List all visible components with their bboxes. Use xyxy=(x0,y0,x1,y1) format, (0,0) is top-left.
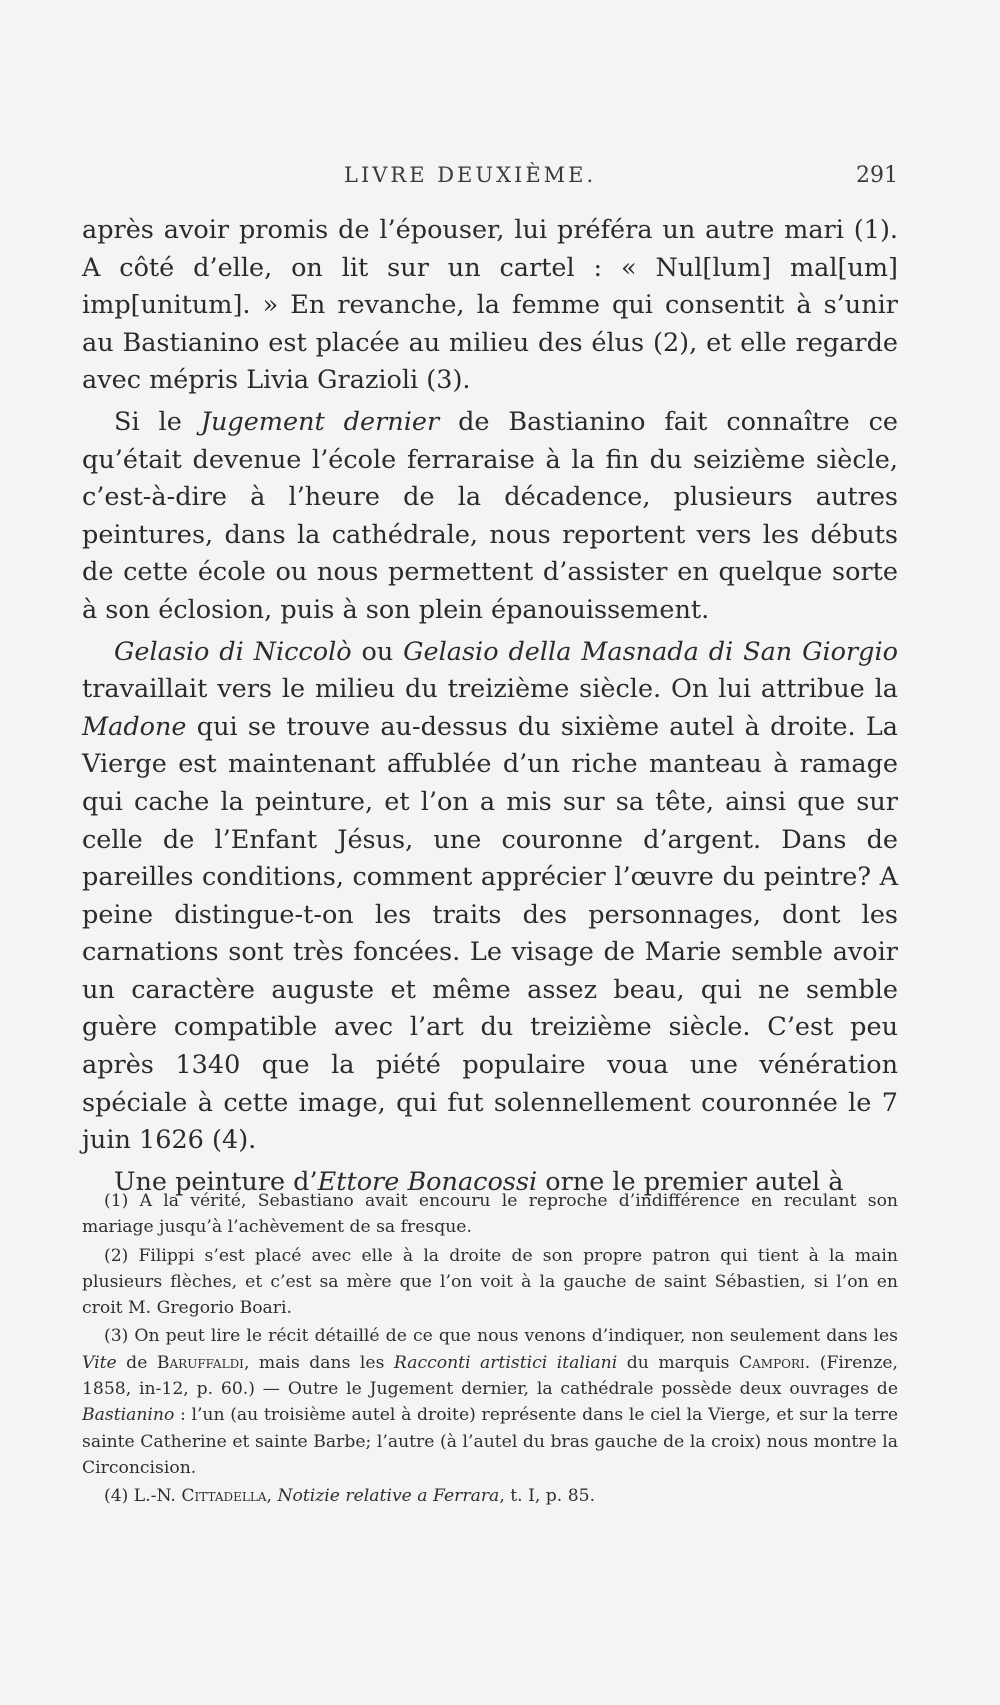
paragraph-3-text-b: qui se trouve au-dessus du sixième autel à droite. La Vierge est maintenant affublée d’un riche manteau à ramage qui cache la peinture, et l’on a mis sur sa tête, ainsi que sur celle de l’Enfant Jésus, une couronne d’argent. Dans de pareilles conditions, comment apprécier l’œuvre du peintre? A peine distingue-t-on les traits des personnages, dont les carnations sont très foncées. Le visage de Marie semble avoir un caractère auguste et même assez beau, qui ne semble guère compatible avec l’art du treizième siècle. C’est peu après 1340 que la piété populaire voua une vénération spéciale à cette image, qui fut solennellement couronnée le 7 juin 1626 (4). xyxy=(82,711,898,1156)
page-number: 291 xyxy=(856,163,898,188)
artwork-title: Jugement dernier xyxy=(200,406,440,437)
footnote-1: (1) A la vérité, Sebastiano avait encouru le reproche d’indifférence en reculant son mariage jusqu’à l’achèvement de sa fresque. xyxy=(82,1191,898,1238)
footnote-3-text-b: de xyxy=(116,1352,157,1373)
author-name: Campori xyxy=(738,1352,805,1373)
footnote-4-text-c: , t. I, p. 85. xyxy=(499,1486,596,1507)
paragraph-4-lead: Une peinture d’ xyxy=(114,1166,318,1197)
artwork-title: Madone xyxy=(82,711,187,742)
author-name: Cittadella xyxy=(181,1486,267,1507)
paragraph-3-connector: ou xyxy=(351,636,404,667)
author-name: Baruffaldi xyxy=(156,1352,244,1373)
paragraph-continued xyxy=(82,212,898,400)
book-title: Vite xyxy=(82,1352,117,1373)
book-title: Notizie relative a Ferrara xyxy=(277,1486,500,1507)
footnote-4-text-a: (4) L.-N. xyxy=(104,1486,182,1507)
footnote-4 xyxy=(82,1483,898,1509)
footnote-3-text-f: : l’un (au troisième autel à droite) représente dans le ciel la Vierge, et sur la terre sainte Catherine et sainte Barbe; l’autre (à l’autel du bras gauche de la croix) nous montre la Circoncision. xyxy=(82,1405,898,1478)
running-title: LIVRE DEUXIÈME. xyxy=(344,163,597,187)
book-title: Racconti artistici italiani xyxy=(393,1352,618,1373)
paragraph-1-text: après avoir promis de l’épouser, lui préféra un autre mari (1). A côté d’elle, on lit sur un cartel : « Nul[lum] mal[um] imp[unitum]. » En revanche, la femme qui consentit à s’unir au Bastianino est placée au milieu des élus (2), et elle regarde avec mépris Livia Grazioli (3). xyxy=(82,215,898,396)
footnote-2: (2) Filippi s’est placé avec elle à la droite de son propre patron qui tient à la main plusieurs flèches, et c’est sa mère que l’on voit à la gauche de saint Sébastien, si l’on en croit M. Gregorio Boari. xyxy=(82,1245,898,1319)
paragraph-2-text: de Bastianino fait connaître ce qu’était devenue l’école ferraraise à la fin du seizième siècle, c’est-à-dire à l’heure de la décadence, plusieurs autres peintures, dans la cathédrale, nous reportent vers les débuts de cette école ou nous permettent d’assister en quelque sorte à son éclosion, puis à son plein épanouissement. xyxy=(82,406,898,625)
artist-name-alt: Gelasio della Masnada di San Giorgio xyxy=(403,636,898,667)
footnotes xyxy=(82,1188,898,1512)
footnote-3-text-e: . (Firenze, 1858, in-12, p. 60.) — Outre le Jugement dernier, la cathédrale possède deux ouvrages de xyxy=(82,1352,899,1400)
main-text xyxy=(82,212,898,1205)
running-head xyxy=(82,163,898,197)
footnote-3 xyxy=(82,1323,898,1481)
footnote-3-text-a: (3) On peut lire le récit détaillé de ce que nous venons d’indiquer, non seulement dans les xyxy=(104,1326,898,1347)
footnote-3-text-d: du marquis xyxy=(617,1352,739,1373)
artist-name: Gelasio di Niccolò xyxy=(114,636,352,667)
footnote-4-text-b: , xyxy=(266,1486,278,1507)
paragraph-2-lead: Si le xyxy=(114,406,201,437)
artist-name: Bastianino xyxy=(82,1405,175,1426)
paragraph-jugement xyxy=(82,404,898,630)
paragraph-4-text: orne le premier autel à xyxy=(537,1166,844,1197)
footnote-3-text-c: , mais dans les xyxy=(243,1352,394,1373)
paragraph-3-text-a: travaillait vers le milieu du treizième siècle. On lui attribue la xyxy=(82,674,898,705)
artist-name: Ettore Bonacossi xyxy=(317,1166,538,1197)
paragraph-gelasio xyxy=(82,634,898,1160)
